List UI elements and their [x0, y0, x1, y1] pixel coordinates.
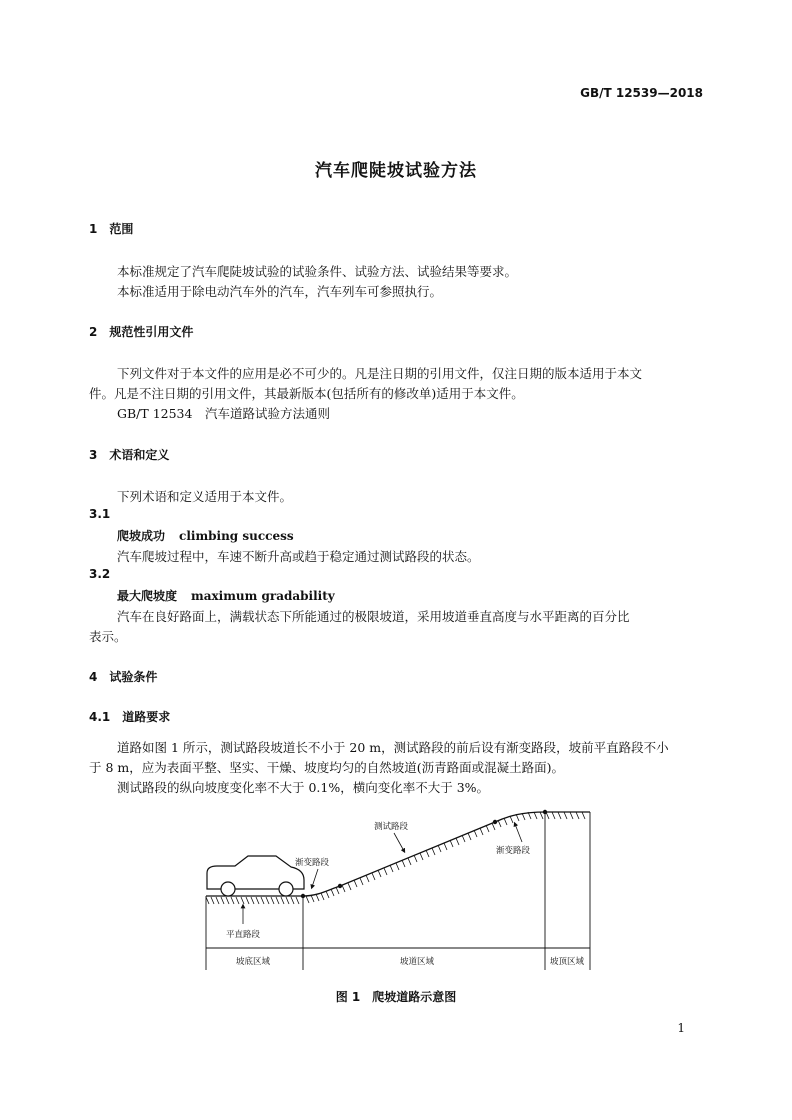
- label-zone-bottom: 坡底区域: [236, 957, 271, 967]
- car-icon: [207, 856, 304, 896]
- flat-section-hatching: [206, 897, 299, 904]
- section-2-line: 件。凡是不注日期的引用文件，其最新版本(包括所有的修改单)适用于本文件。: [89, 386, 524, 401]
- section-2-line: 下列文件对于本文件的应用是必不可少的。凡是注日期的引用文件，仅注日期的版本适用于本文: [117, 366, 643, 381]
- slope-hatching: [306, 812, 585, 903]
- term-title: 爬坡成功 climbing success: [117, 529, 294, 543]
- label-flat-section: 平直路段: [226, 930, 261, 940]
- point-marker: [338, 884, 342, 888]
- section-1-line: 本标准适用于除电动汽车外的汽车，汽车列车可参照执行。: [117, 284, 443, 299]
- section-1-line: 本标准规定了汽车爬陡坡试验的试验条件、试验方法、试验结果等要求。: [117, 264, 518, 279]
- term-definition: 汽车在良好路面上，满载状态下所能通过的极限坡道，采用坡道垂直高度与水平距离的百分比: [117, 609, 630, 624]
- label-transition-left: 渐变路段: [295, 858, 330, 868]
- section-3-heading: 3 术语和定义: [89, 448, 170, 462]
- reference-item: GB/T 12534 汽车道路试验方法通则: [117, 406, 330, 421]
- page-number: 1: [677, 1021, 685, 1035]
- label-transition-right: 渐变路段: [496, 846, 531, 856]
- term-definition: 汽车爬坡过程中，车速不断升高或趋于稳定通过测试路段的状态。: [117, 549, 480, 564]
- figure-caption: 图 1 爬坡道路示意图: [335, 990, 457, 1004]
- term-number: 3.2: [89, 567, 111, 581]
- pointer-arrow: [394, 833, 404, 851]
- subsection-4-1-heading: 4.1 道路要求: [89, 710, 171, 724]
- section-4-line: 测试路段的纵向坡度变化率不大于 0.1%，横向变化率不大于 3%。: [117, 780, 490, 795]
- label-zone-top: 坡顶区域: [550, 957, 585, 967]
- pointer-arrow: [515, 824, 522, 842]
- section-3-intro: 下列术语和定义适用于本文件。: [117, 489, 293, 504]
- document-title: 汽车爬陡坡试验方法: [315, 161, 477, 181]
- point-marker: [493, 820, 497, 824]
- section-2-heading: 2 规范性引用文件: [89, 325, 194, 339]
- slope-road-diagram: [0, 800, 792, 980]
- label-test-section: 测试路段: [374, 822, 409, 832]
- label-zone-slope: 坡道区域: [400, 957, 435, 967]
- term-number: 3.1: [89, 507, 111, 521]
- section-4-line: 道路如图 1 所示，测试路段坡道长不小于 20 m，测试路段的前后设有渐变路段，坡前平直路段不小: [117, 740, 669, 755]
- standard-number: GB/T 12539—2018: [580, 86, 703, 100]
- section-4-heading: 4 试验条件: [89, 670, 158, 684]
- term-title: 最大爬坡度 maximum gradability: [117, 589, 335, 603]
- section-1-heading: 1 范围: [89, 222, 134, 236]
- pointer-arrow: [312, 869, 318, 887]
- term-definition: 表示。: [89, 629, 127, 644]
- section-4-line: 于 8 m，应为表面平整、坚实、干燥、坡度均匀的自然坡道(沥青路面或混凝土路面)。: [89, 760, 565, 775]
